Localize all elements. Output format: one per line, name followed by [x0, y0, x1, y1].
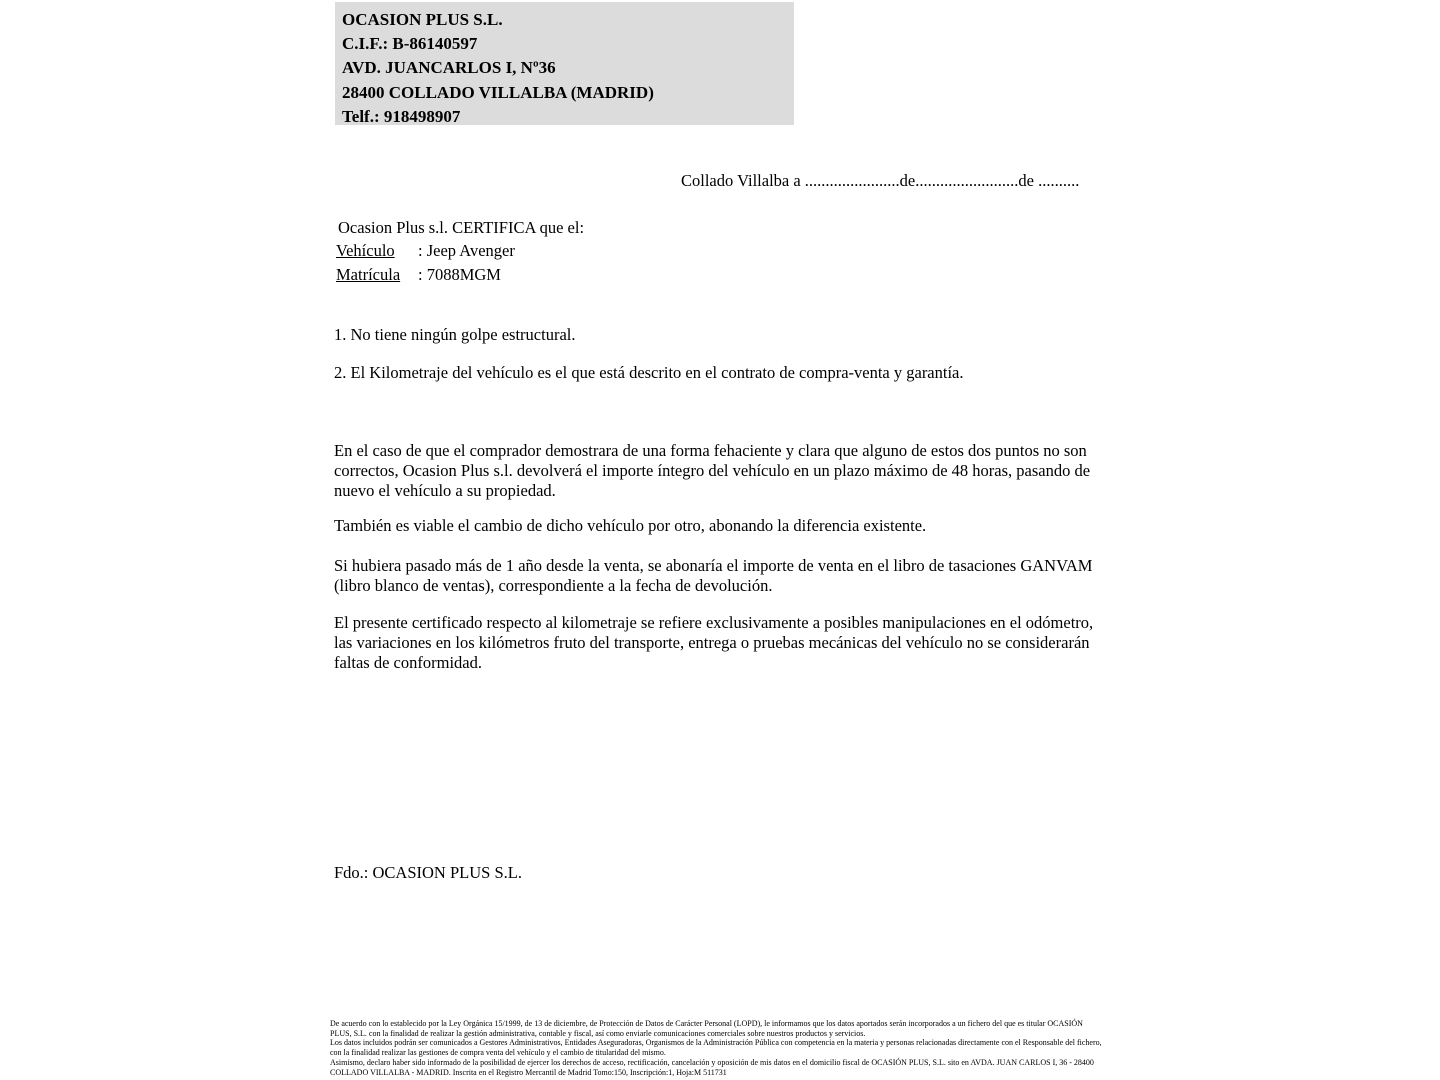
- plate-value: 7088MGM: [426, 264, 501, 284]
- company-phone: Telf.: 918498907: [342, 106, 461, 126]
- certificate-intro: Ocasion Plus s.l. CERTIFICA que el:: [338, 218, 585, 237]
- plate-field: [336, 263, 584, 286]
- company-name: OCASION PLUS S.L.: [342, 10, 503, 29]
- plate-label: Matrícula: [336, 264, 401, 284]
- company-address: AVD. JUANCARLOS I, Nº36: [342, 58, 556, 78]
- certificate-block: [336, 216, 584, 286]
- paragraph-exchange-option: También es viable el cambio de dicho vehículo por otro, abonando la diferencia existente.: [334, 516, 927, 535]
- date-line: Collado Villalba a .......................de.........................de ..........: [681, 171, 1080, 190]
- company-cif: C.I.F.: B-86140597: [342, 34, 478, 54]
- paragraph-refund-guarantee: En el caso de que el comprador demostrara de una forma fehaciente y clara que alguno de estos dos puntos no son correctos, Ocasion Plus s.l. devolverá el importe íntegro del vehículo en un plazo máximo de 48 horas, pasando de nuevo el vehículo a su propiedad.: [334, 441, 1091, 500]
- vehicle-label: Vehículo: [336, 241, 395, 261]
- certificate-point-2: 2. El Kilometraje del vehículo es el que está descrito en el contrato de compra-venta y garantía.: [334, 363, 964, 382]
- legal-paragraph-rights: Asimismo, declaro haber sido informado de la posibilidad de ejercer los derechos de acceso, rectificación, cancelación y oposición de mis datos en el domicilio fiscal de OCASIÓN PLUS, S.L. sito en AVDA. JUAN CARLOS I, 36 - 28400 COLLADO VILLALBA - MADRID. Inscrita en el Registro Mercantil de Madrid Tomo:150, Inscripción:1, Hoja:M 511731: [330, 1057, 1094, 1077]
- company-header-box: [335, 2, 794, 125]
- legal-paragraph-lopd: De acuerdo con lo establecido por la Ley Orgánica 15/1999, de 13 de diciembre, de Protección de Datos de Carácter Personal (LOPD), le informamos que los datos aportados serán incorporados a un fichero del que es titular OCASIÓN PLUS, S.L. con la finalidad de realizar la gestión administrativa, contable y fiscal, así como enviarle comunicaciones comerciales sobre nuestros productos y servicios.: [330, 1019, 1083, 1038]
- legal-footer: [330, 1019, 1102, 1077]
- plate-separator: :: [418, 264, 423, 284]
- paragraph-ganvam: Si hubiera pasado más de 1 año desde la venta, se abonaría el importe de venta en el libro de tasaciones GANVAM (libro blanco de ventas), correspondiente a la fecha de devolución.: [334, 556, 1093, 595]
- vehicle-separator: :: [418, 241, 423, 261]
- certificate-point-1: 1. No tiene ningún golpe estructural.: [334, 325, 576, 344]
- vehicle-field: [336, 239, 584, 262]
- company-city: 28400 COLLADO VILLALBA (MADRID): [342, 82, 654, 102]
- signature-line: Fdo.: OCASION PLUS S.L.: [334, 863, 522, 882]
- vehicle-value: Jeep Avenger: [426, 241, 515, 261]
- paragraph-odometer-disclaimer: El presente certificado respecto al kilometraje se refiere exclusivamente a posibles manipulaciones en el odómetro, las variaciones en los kilómetros fruto del transporte, entrega o pruebas mecánicas del vehículo no se considerarán faltas de conformidad.: [334, 613, 1094, 672]
- legal-paragraph-data-sharing: Los datos incluidos podrán ser comunicados a Gestores Administrativos, Entidades Aseguradoras, Organismos de la Administración Pública con competencia en la materia y personas relacionadas directamente con el Responsable del fichero, con la finalidad realizar las gestiones de compra venta del vehículo y el cambio de titularidad del mismo.: [330, 1038, 1102, 1058]
